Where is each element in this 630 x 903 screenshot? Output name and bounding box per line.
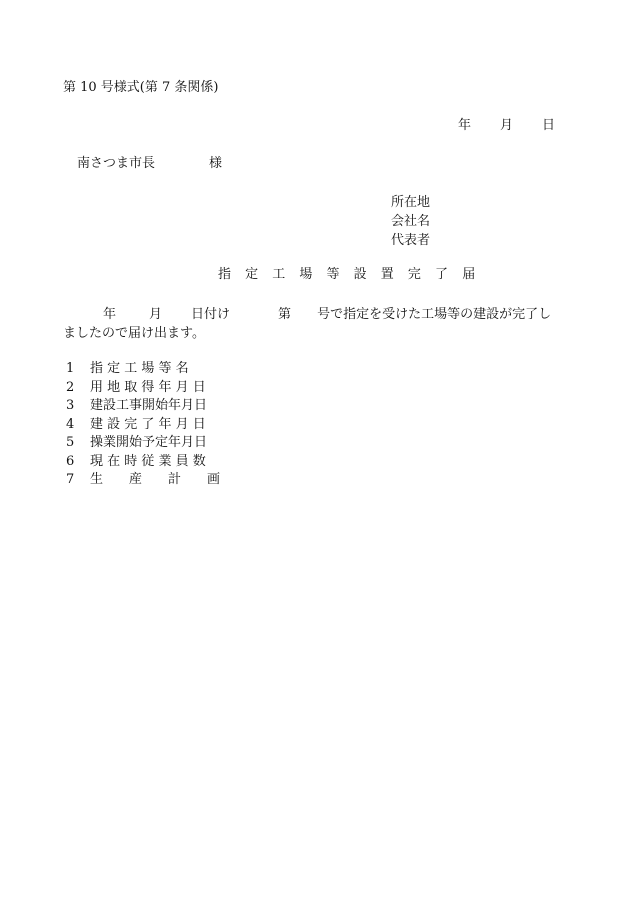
- item-number: 4: [66, 416, 75, 432]
- representative-label: 代表者: [391, 233, 431, 248]
- item-number: 5: [66, 435, 75, 450]
- address-label: 所在地: [391, 195, 431, 210]
- item-label: 用 地 取 得 年 月 日: [90, 379, 206, 395]
- item-label: 操業開始予定年月日: [90, 435, 208, 450]
- item-number: 2: [66, 379, 75, 395]
- body-line1-rest: 号で指定を受けた工場等の建設が完了し: [317, 307, 552, 322]
- item-label: 指 定 工 場 等 名: [90, 361, 189, 376]
- list-item: [66, 416, 220, 435]
- addressee-honorific: 様: [209, 156, 223, 171]
- item-list: [66, 360, 220, 490]
- date-line: [458, 119, 555, 132]
- item-label: 生 産 計 画: [90, 472, 221, 487]
- item-number: 7: [66, 472, 75, 487]
- list-item: [66, 360, 220, 379]
- document-title: 指 定 工 場 等 設 置 完 了 届: [218, 267, 481, 282]
- body-month: 月: [149, 307, 163, 322]
- body-paragraph: [63, 305, 573, 343]
- body-dated: 日付け: [191, 307, 231, 322]
- item-label: 現 在 時 従 業 員 数: [90, 453, 206, 469]
- addressee: [77, 157, 222, 170]
- list-item: [66, 434, 220, 453]
- item-label: 建 設 完 了 年 月 日: [90, 416, 206, 432]
- item-number: 3: [66, 398, 75, 413]
- company-label: 会社名: [391, 214, 431, 229]
- list-item: [66, 471, 220, 490]
- list-item: [66, 397, 220, 416]
- date-day-label: 日: [542, 118, 556, 133]
- body-line-2: ましたので届け出ます。: [63, 326, 205, 341]
- item-label: 建設工事開始年月日: [90, 398, 208, 413]
- list-item: [66, 379, 220, 398]
- item-number: 1: [66, 361, 75, 376]
- body-line-1: [63, 305, 573, 324]
- date-month-label: 月: [500, 118, 514, 133]
- item-number: 6: [66, 453, 75, 469]
- date-year-label: 年: [458, 118, 472, 133]
- form-number: 第 10 号様式(第 7 条関係): [63, 80, 219, 95]
- addressee-name: 南さつま市長: [77, 156, 156, 171]
- body-year: 年: [103, 307, 117, 322]
- list-item: [66, 453, 220, 472]
- applicant-block: [391, 193, 430, 250]
- body-number-prefix: 第: [278, 307, 292, 322]
